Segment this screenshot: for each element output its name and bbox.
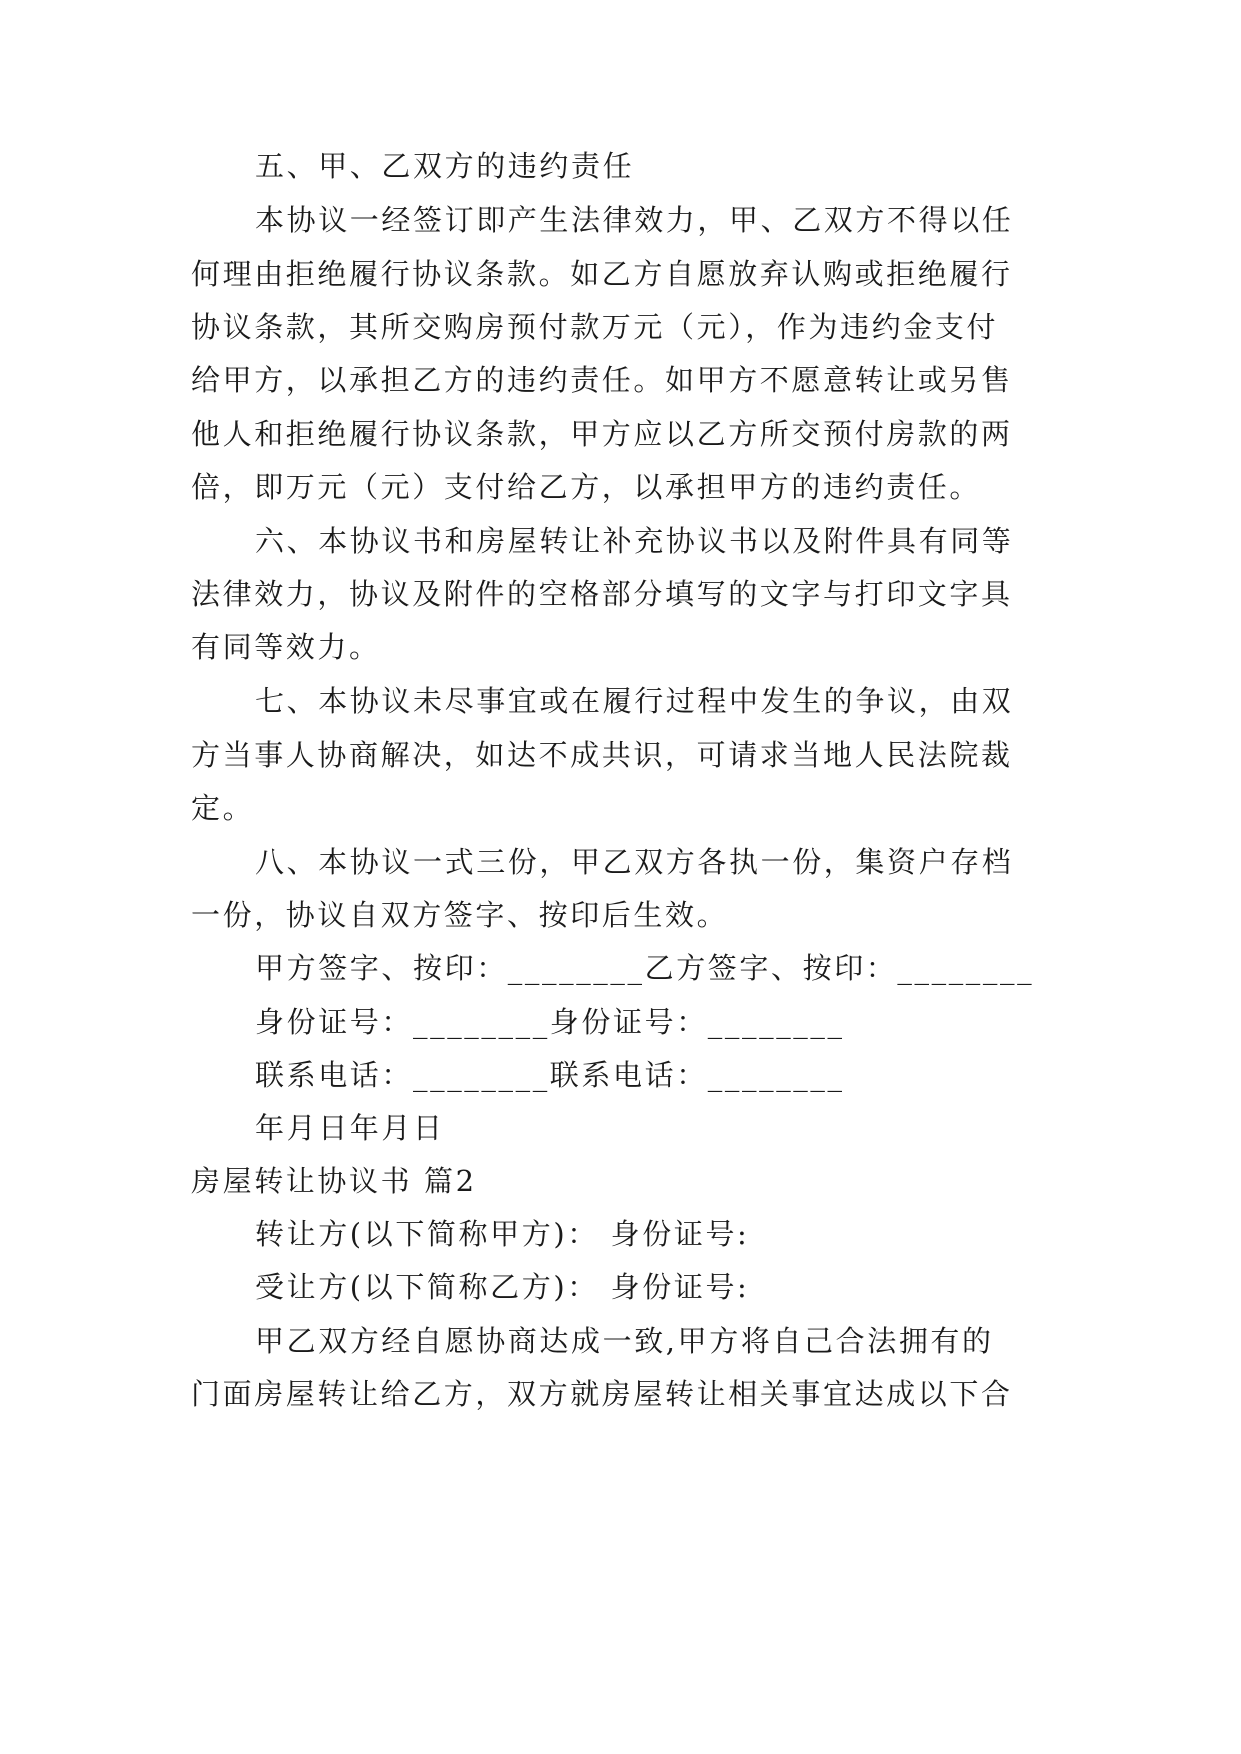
paragraph-line: 方当事人协商解决，如达不成共识，可请求当地人民法院裁 — [191, 738, 1013, 772]
transferor-line: 转让方(以下简称甲方)： 身份证号: — [255, 1217, 750, 1251]
phone-line: 联系电话：________联系电话：________ — [255, 1058, 845, 1092]
paragraph-line: 他人和拒绝履行协议条款，甲方应以乙方所交预付房款的两 — [191, 417, 1013, 451]
clause-eight-line: 八、本协议一式三份，甲乙双方各执一份，集资户存档 — [255, 845, 1014, 879]
paragraph-line: 甲乙双方经自愿协商达成一致,甲方将自己合法拥有的 — [255, 1324, 994, 1358]
paragraph-line: 给甲方，以承担乙方的违约责任。如甲方不愿意转让或另售 — [191, 363, 1013, 397]
paragraph-line: 门面房屋转让给乙方，双方就房屋转让相关事宜达成以下合 — [191, 1377, 1013, 1411]
signature-line: 甲方签字、按印：________乙方签字、按印：________ — [255, 951, 1035, 985]
paragraph-line: 倍，即万元（元）支付给乙方，以承担甲方的违约责任。 — [191, 470, 982, 504]
transferee-line: 受让方(以下简称乙方)： 身份证号: — [255, 1270, 750, 1304]
paragraph-line: 法律效力，协议及附件的空格部分填写的文字与打印文字具 — [191, 577, 1013, 611]
paragraph-line: 一份，协议自双方签字、按印后生效。 — [191, 898, 729, 932]
id-number-line: 身份证号：________身份证号：________ — [255, 1005, 845, 1039]
paragraph-line: 本协议一经签订即产生法律效力，甲、乙双方不得以任 — [255, 203, 1014, 237]
section-heading-breach-liability: 五、甲、乙双方的违约责任 — [255, 149, 635, 183]
paragraph-line: 定。 — [191, 791, 255, 825]
section-title: 房屋转让协议书 篇2 — [191, 1164, 477, 1198]
clause-seven-line: 七、本协议未尽事宜或在履行过程中发生的争议，由双 — [255, 684, 1014, 718]
clause-six-line: 六、本协议书和房屋转让补充协议书以及附件具有同等 — [255, 524, 1014, 558]
date-line: 年月日年月日 — [255, 1111, 445, 1145]
paragraph-line: 协议条款，其所交购房预付款万元（元），作为违约金支付 — [191, 310, 999, 344]
paragraph-line: 有同等效力。 — [191, 630, 381, 664]
paragraph-line: 何理由拒绝履行协议条款。如乙方自愿放弃认购或拒绝履行 — [191, 257, 1013, 291]
